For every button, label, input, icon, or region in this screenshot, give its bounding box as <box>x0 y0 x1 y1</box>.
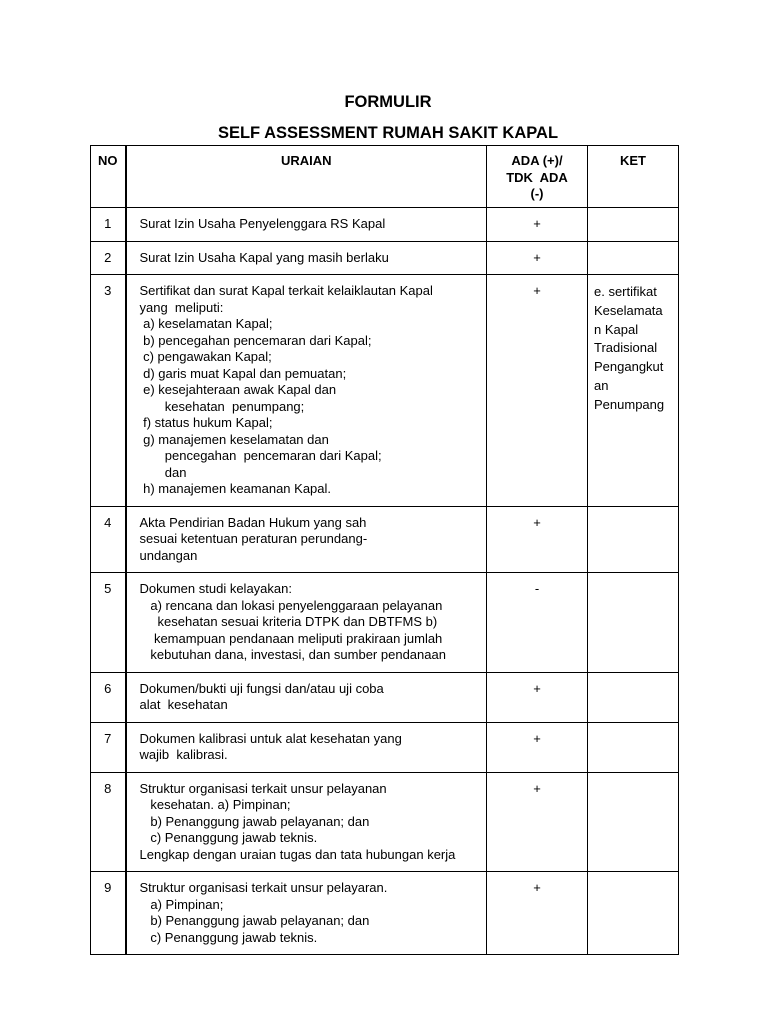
row-remarks <box>588 241 679 275</box>
header-ada-line: TDK ADA <box>506 169 568 185</box>
row-availability: + <box>487 672 588 722</box>
remarks-line: an <box>594 377 609 393</box>
description-line: h) manajemen keamanan Kapal. <box>139 481 332 496</box>
description-line: c) pengawakan Kapal; <box>139 349 272 364</box>
description-line: c) Penanggung jawab teknis. <box>139 830 318 845</box>
row-number: 1 <box>91 208 126 242</box>
remarks-line: Keselamata <box>594 302 663 318</box>
description-line: kemampuan pendanaan meliputi prakiraan jumlah <box>139 630 443 646</box>
description-line: Akta Pendirian Badan Hukum yang sah <box>139 514 367 530</box>
assessment-table <box>90 145 679 955</box>
table-row <box>91 241 679 275</box>
row-remarks <box>588 506 679 573</box>
header-no: NO <box>91 146 126 208</box>
row-remarks <box>588 722 679 772</box>
row-description <box>126 573 487 673</box>
description-line: kesehatan. a) Pimpinan; <box>139 797 291 812</box>
remarks-line: Tradisional <box>594 340 658 356</box>
row-description <box>126 872 487 955</box>
description-line: Surat Izin Usaha Kapal yang masih berlaku <box>139 249 389 265</box>
description-line: f) status hukum Kapal; <box>139 415 273 430</box>
remarks-line: e. sertifikat <box>594 284 657 299</box>
row-availability: + <box>487 275 588 507</box>
description-line: d) garis muat Kapal dan pemuatan; <box>139 365 347 381</box>
description-line: yang meliputi: <box>139 299 224 315</box>
row-availability: + <box>487 772 588 872</box>
table-row <box>91 573 679 673</box>
description-line: undangan <box>139 547 198 563</box>
row-availability: - <box>487 573 588 673</box>
description-line: kesehatan sesuai kriteria DTPK dan DBTFMS b) <box>139 614 438 629</box>
description-line: Dokumen kalibrasi untuk alat kesehatan yang <box>139 730 402 746</box>
description-line: g) manajemen keselamatan dan <box>139 431 329 447</box>
description-line: Surat Izin Usaha Penyelenggara RS Kapal <box>139 216 386 231</box>
description-line: Lengkap dengan uraian tugas dan tata hubungan kerja <box>139 846 456 862</box>
description-line: Struktur organisasi terkait unsur pelayaran. <box>139 880 388 895</box>
row-availability: + <box>487 872 588 955</box>
description-line: b) Penanggung jawab pelayanan; dan <box>139 913 370 928</box>
description-line: pencegahan pencemaran dari Kapal; <box>139 448 382 463</box>
description-line: e) kesejahteraan awak Kapal dan <box>139 382 337 397</box>
table-row <box>91 275 679 507</box>
row-availability: + <box>487 506 588 573</box>
description-line: kesehatan penumpang; <box>139 398 305 414</box>
form-title: FORMULIR <box>344 93 432 111</box>
header-ket: KET <box>588 146 679 208</box>
description-line: Dokumen/bukti uji fungsi dan/atau uji coba <box>139 680 384 696</box>
row-number: 8 <box>91 772 126 872</box>
header-ada <box>487 146 588 208</box>
header-ada-line: (-) <box>530 186 544 201</box>
table-row <box>91 722 679 772</box>
table-row <box>91 672 679 722</box>
table-header-row <box>91 146 679 208</box>
description-line: c) Penanggung jawab teknis. <box>139 929 318 945</box>
row-number: 2 <box>91 241 126 275</box>
table-row <box>91 208 679 242</box>
description-line: Sertifikat dan surat Kapal terkait kelaiklautan Kapal <box>139 283 433 298</box>
form-subtitle: SELF ASSESSMENT RUMAH SAKIT KAPAL <box>217 124 559 142</box>
description-line: a) Pimpinan; <box>139 896 224 912</box>
description-line: Struktur organisasi terkait unsur pelayanan <box>139 780 387 796</box>
row-number: 7 <box>91 722 126 772</box>
row-remarks <box>588 772 679 872</box>
row-description <box>126 208 487 242</box>
row-number: 3 <box>91 275 126 507</box>
row-number: 4 <box>91 506 126 573</box>
row-description <box>126 722 487 772</box>
description-line: dan <box>139 464 187 480</box>
remarks-line: Pengangkut <box>594 359 664 375</box>
row-number: 6 <box>91 672 126 722</box>
description-line: a) rencana dan lokasi penyelenggaraan pelayanan <box>139 597 443 613</box>
row-remarks <box>588 573 679 673</box>
description-line: alat kesehatan <box>139 697 228 712</box>
table-body <box>91 208 679 955</box>
row-description <box>126 275 487 507</box>
description-line: kebutuhan dana, investasi, dan sumber pendanaan <box>139 647 446 662</box>
row-description <box>126 772 487 872</box>
row-availability: + <box>487 241 588 275</box>
row-remarks <box>588 872 679 955</box>
header-uraian: URAIAN <box>126 146 487 208</box>
description-line: Dokumen studi kelayakan: <box>139 581 292 596</box>
table-row <box>91 772 679 872</box>
row-remarks <box>588 275 679 507</box>
row-remarks <box>588 208 679 242</box>
row-number: 5 <box>91 573 126 673</box>
row-number: 9 <box>91 872 126 955</box>
table-row <box>91 872 679 955</box>
table-row <box>91 506 679 573</box>
remarks-line: Penumpang <box>594 396 665 412</box>
description-line: b) pencegahan pencemaran dari Kapal; <box>139 332 372 348</box>
row-remarks <box>588 672 679 722</box>
remarks-line: n Kapal <box>594 321 639 337</box>
row-description <box>126 672 487 722</box>
header-ada-line: ADA (+)/ <box>511 153 563 168</box>
row-description <box>126 241 487 275</box>
row-availability: + <box>487 722 588 772</box>
row-availability: + <box>487 208 588 242</box>
description-line: sesuai ketentuan peraturan perundang- <box>139 531 368 546</box>
description-line: a) keselamatan Kapal; <box>139 316 273 331</box>
description-line: b) Penanggung jawab pelayanan; dan <box>139 813 370 829</box>
row-description <box>126 506 487 573</box>
description-line: wajib kalibrasi. <box>139 747 228 762</box>
